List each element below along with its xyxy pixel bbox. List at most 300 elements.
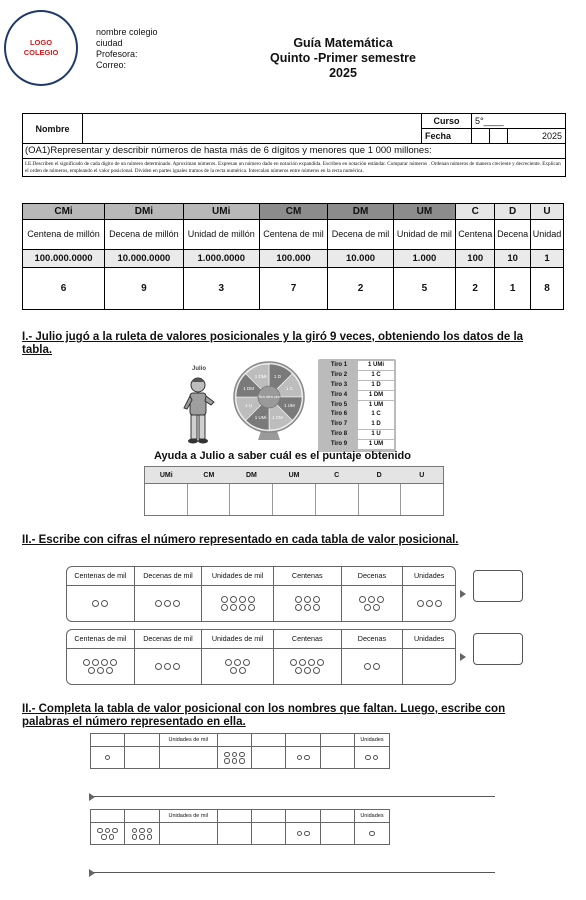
throw-label: Tiro 3: [330, 381, 348, 388]
counter-dot: [101, 600, 108, 607]
counter-dot: [112, 828, 118, 834]
table-column-header: Unidades: [355, 810, 389, 823]
table-column: [160, 810, 218, 844]
chart-column: [274, 630, 342, 684]
dot-row: [364, 604, 380, 611]
counter-dot: [248, 596, 255, 603]
pv-names-cm: Centena de mil: [259, 220, 328, 250]
pv-vals-d: 10: [495, 250, 531, 268]
pv-digits-d: 1: [495, 268, 531, 310]
wheel-segment-label: 1 UM: [283, 402, 295, 408]
throw-value: 1 C: [358, 371, 394, 380]
counter-dot: [132, 828, 138, 834]
table-column-header-blank[interactable]: [286, 734, 319, 747]
counter-dot: [364, 663, 371, 670]
dot-row: [297, 831, 310, 837]
answer-header-d: D: [376, 472, 382, 479]
answer-cell-d[interactable]: [359, 484, 402, 515]
counter-dot: [248, 604, 255, 611]
dot-row: [225, 659, 250, 666]
counter-dot: [304, 755, 310, 761]
counter-dot: [373, 604, 380, 611]
counter-dots: [224, 752, 245, 764]
throw-value: 1 DM: [358, 391, 394, 400]
chart-column-header: Centenas de mil: [67, 567, 134, 586]
table-column-cell: [125, 823, 158, 844]
throw-row: [320, 410, 394, 419]
dot-row: [221, 596, 255, 603]
throw-label: Tiro 5: [330, 401, 348, 408]
dot-row: [101, 834, 114, 840]
wheel-segment-label: 1 U: [245, 402, 253, 408]
chart-column-cell: [202, 649, 273, 684]
place-value-chart-1: [66, 566, 456, 622]
counter-dot: [221, 596, 228, 603]
wheel-segment-label: 1 UMi: [254, 414, 267, 420]
throw-label: Tiro 1: [330, 362, 348, 368]
counter-dot: [97, 667, 104, 674]
table-column: [355, 810, 389, 844]
counter-dot: [101, 834, 107, 840]
counter-dot: [139, 828, 145, 834]
counter-dot: [173, 663, 180, 670]
pv-digits-dmi: 9: [105, 268, 184, 310]
title-line-2: Quinto -Primer semestre: [270, 51, 416, 65]
table-column-cell: [218, 747, 251, 768]
dot-row: [88, 667, 113, 674]
table-column-cell: [218, 823, 251, 844]
answer-header-u: U: [419, 472, 425, 479]
counter-dots: [83, 659, 117, 674]
pv-heads-umi: UMi: [183, 204, 259, 220]
counter-dot: [105, 755, 111, 761]
dot-row: [290, 659, 324, 666]
chart-column-cell: [274, 586, 341, 621]
pv-names-cmi: Centena de millón: [23, 220, 105, 250]
counter-dot: [308, 659, 315, 666]
pv-vals-cm: 100.000: [259, 250, 328, 268]
table-column: [355, 734, 389, 768]
dot-row: [155, 663, 180, 670]
table-column: [125, 734, 159, 768]
counter-dot: [304, 604, 311, 611]
counter-dot: [239, 596, 246, 603]
answer-box-1[interactable]: [473, 570, 523, 602]
throw-value: 1 UMi: [358, 361, 394, 370]
counter-dot: [101, 659, 108, 666]
table-column-header: Unidades: [355, 734, 389, 747]
table-column-header-blank[interactable]: [125, 734, 158, 747]
table-column: [286, 810, 320, 844]
dot-row: [295, 596, 320, 603]
counter-dot: [313, 667, 320, 674]
place-value-table-2: [90, 809, 390, 845]
table-column: [160, 734, 218, 768]
chart-column-header: Unidades: [403, 567, 455, 586]
pv-digits-cmi: 6: [23, 268, 105, 310]
counter-dot: [435, 600, 442, 607]
counter-dot: [225, 659, 232, 666]
counter-dot: [426, 600, 433, 607]
arrow-icon: [460, 653, 466, 661]
counter-dot: [239, 667, 246, 674]
place-value-chart-2: [66, 629, 456, 685]
chart-column: [67, 630, 135, 684]
counter-dots: [105, 755, 111, 761]
table-column: [91, 734, 125, 768]
counter-dot: [313, 604, 320, 611]
table-column-header-blank[interactable]: [125, 810, 158, 823]
pv-digits-dm: 2: [328, 268, 393, 310]
table-column-cell: [252, 823, 285, 844]
table-column-header-blank[interactable]: [321, 734, 354, 747]
dot-row: [92, 600, 108, 607]
dot-row: [230, 667, 246, 674]
wheel-segment-label: 1 DM: [243, 386, 255, 392]
table-column-header-blank[interactable]: [321, 810, 354, 823]
counter-dot: [417, 600, 424, 607]
counter-dots: [132, 828, 153, 840]
chart-column: [342, 630, 404, 684]
wheel-segment-label: 1 DMi: [254, 374, 267, 380]
chart-column-header: Decenas de mil: [135, 630, 202, 649]
counter-dot: [230, 667, 237, 674]
table-column-cell: [160, 823, 217, 844]
table-column-header-blank[interactable]: [252, 810, 285, 823]
answer-line-1[interactable]: [90, 796, 495, 797]
school-logo: [4, 10, 78, 86]
table-column: [91, 810, 125, 844]
counter-dots: [359, 596, 384, 611]
counter-dot: [88, 667, 95, 674]
counter-dot: [132, 834, 138, 840]
student-header-box: [22, 113, 566, 177]
name-field[interactable]: [83, 114, 422, 143]
throw-row: [320, 440, 394, 449]
table-column: [125, 810, 159, 844]
counter-dots: [225, 659, 250, 674]
throw-row: [320, 401, 394, 410]
question-1-prompt: I.- Julio jugó a la ruleta de valores posicionales y la giró 9 veces, obteniendo los datos de la tabla.: [22, 331, 524, 356]
dot-row: [369, 831, 375, 837]
pv-names-umi: Unidad de millón: [183, 220, 259, 250]
table-column-header-blank[interactable]: [252, 734, 285, 747]
table-column-cell: [355, 823, 389, 844]
dot-row: [295, 604, 320, 611]
table-column-header-blank[interactable]: [218, 734, 251, 747]
pv-names-dmi: Decena de millón: [105, 220, 184, 250]
counter-dot: [295, 667, 302, 674]
logo-text-2: COLEGIO: [23, 48, 59, 57]
throw-row: [320, 381, 394, 390]
counter-dot: [83, 659, 90, 666]
table-column-header-blank[interactable]: [286, 810, 319, 823]
dot-row: [297, 755, 310, 761]
pv-names-dm: Decena de mil: [328, 220, 393, 250]
pv-digits-um: 5: [393, 268, 456, 310]
chart-column: [342, 567, 404, 621]
answer-table: [144, 466, 444, 516]
table-column-header-blank[interactable]: [218, 810, 251, 823]
pv-vals-c: 100: [456, 250, 495, 268]
logo-text-1: LOGO: [29, 38, 53, 47]
counter-dot: [304, 831, 310, 837]
counter-dot: [92, 659, 99, 666]
counter-dots: [297, 831, 310, 837]
chart-column-cell: [342, 586, 403, 621]
counter-dots: [155, 663, 180, 670]
counter-dot: [304, 667, 311, 674]
table-column: [321, 734, 355, 768]
dot-row: [83, 659, 117, 666]
answer-header-cm: CM: [203, 472, 215, 479]
counter-dots: [221, 596, 255, 611]
counter-dot: [239, 758, 245, 764]
pv-digits-c: 2: [456, 268, 495, 310]
throw-row: [320, 430, 394, 439]
fecha-year: 2025: [541, 131, 562, 141]
counter-dot: [147, 828, 153, 834]
table-column: [252, 734, 286, 768]
counter-dots: [97, 828, 118, 840]
answer-header-c: C: [334, 472, 340, 479]
counter-dot: [110, 659, 117, 666]
counter-dots: [297, 755, 310, 761]
answer-box-2[interactable]: [473, 633, 523, 665]
answer-cell-cm[interactable]: [188, 484, 231, 515]
table-column: [321, 810, 355, 844]
answer-cell-u[interactable]: [401, 484, 443, 515]
pv-heads-c: C: [456, 204, 495, 220]
julio-label: Julio: [192, 366, 207, 372]
pv-vals-u: 1: [530, 250, 563, 268]
chart-column: [202, 567, 274, 621]
throw-label: Tiro 7: [330, 421, 348, 428]
chart-column: [403, 567, 455, 621]
counter-dots: [92, 600, 108, 607]
pv-heads-d: D: [495, 204, 531, 220]
title-line-1: Guía Matemática: [293, 36, 393, 50]
counter-dots: [364, 663, 380, 670]
curso-field[interactable]: 5°____: [475, 116, 504, 126]
chart-column-cell: [403, 649, 455, 684]
counter-dot: [317, 659, 324, 666]
counter-dot: [147, 834, 153, 840]
chart-column: [403, 630, 455, 684]
counter-dot: [239, 752, 245, 758]
arrow-icon: [89, 793, 95, 801]
table-column-header-blank[interactable]: [91, 734, 124, 747]
place-value-table-1: [90, 733, 390, 769]
answer-cell-c[interactable]: [316, 484, 359, 515]
counter-dot: [297, 831, 303, 837]
counter-dot: [230, 604, 237, 611]
pv-vals-cmi: 100.000.0000: [23, 250, 105, 268]
counter-dot: [313, 596, 320, 603]
counter-dots: [417, 600, 442, 607]
counter-dot: [164, 663, 171, 670]
counter-dot: [105, 828, 111, 834]
dot-row: [132, 828, 153, 834]
counter-dot: [364, 604, 371, 611]
chart-column-cell: [403, 586, 455, 621]
answer-cell-dm[interactable]: [230, 484, 273, 515]
counter-dot: [373, 755, 379, 761]
chart-column-header: Centenas de mil: [67, 630, 134, 649]
pv-heads-cmi: CMi: [23, 204, 105, 220]
dot-row: [417, 600, 442, 607]
table-column-cell: [286, 823, 319, 844]
counter-dot: [109, 834, 115, 840]
table-column-header: Unidades de mil: [160, 734, 217, 747]
throw-label: Tiro 6: [330, 411, 348, 418]
chart-column-cell: [135, 586, 202, 621]
chart-column-cell: [342, 649, 403, 684]
objective-title: (OA1)Representar y describir números de hasta más de 6 dígitos y menores que 1 000 millones:: [23, 144, 565, 159]
table-column: [252, 810, 286, 844]
wheel-center-text: Tira otra vez: [257, 394, 281, 399]
pv-digits-umi: 3: [183, 268, 259, 310]
answer-cell-um[interactable]: [273, 484, 316, 515]
table-column-cell: [321, 823, 354, 844]
dot-row: [295, 667, 320, 674]
counter-dot: [295, 596, 302, 603]
chart-column-header: Unidades: [403, 630, 455, 649]
counter-dot: [97, 828, 103, 834]
table-column: [218, 734, 252, 768]
throw-label: Tiro 9: [330, 441, 348, 447]
counter-dot: [369, 831, 375, 837]
arrow-icon: [89, 869, 95, 877]
arrow-icon: [460, 590, 466, 598]
dot-row: [221, 604, 255, 611]
pv-vals-dmi: 10.000.0000: [105, 250, 184, 268]
title-line-3: 2025: [329, 66, 357, 80]
fecha-label: Fecha: [422, 129, 472, 143]
dot-row: [224, 752, 245, 758]
table-column-cell: [91, 823, 124, 844]
counter-dots: [290, 659, 324, 674]
dot-row: [365, 755, 378, 761]
throw-row: [320, 361, 394, 370]
counter-dots: [295, 596, 320, 611]
counter-dot: [299, 659, 306, 666]
table-column-cell: [355, 747, 389, 768]
counter-dots: [369, 831, 375, 837]
fecha-month-field[interactable]: [490, 129, 508, 143]
counter-dot: [92, 600, 99, 607]
counter-dot: [139, 834, 145, 840]
counter-dot: [373, 663, 380, 670]
place-value-table: [22, 203, 564, 310]
throw-label: Tiro 4: [330, 391, 348, 398]
chart-column-header: Decenas de mil: [135, 567, 202, 586]
counter-dot: [297, 755, 303, 761]
chart-column-cell: [274, 649, 341, 684]
dot-row: [132, 834, 153, 840]
pv-heads-cm: CM: [259, 204, 328, 220]
fecha-day-field[interactable]: [472, 129, 490, 143]
wheel-segment-label: 1 D: [273, 374, 281, 380]
dot-row: [105, 755, 111, 761]
chart-column: [202, 630, 274, 684]
counter-dot: [221, 604, 228, 611]
objective-description: I.E.Describen el significado de cada dígito de un número determinado. Aproximan números. Expresan un número dado en notación expandida. Escriben en notación estándar. Comparar números . Ordenan números de manera creciente y decreciente. Explican el orden de números, empleando el valor posicional. Dividen en partes iguales tramos de la recta numérica. Intercalan números entre números en la recta numérica.: [25, 161, 561, 174]
school-name: nombre colegio: [96, 27, 158, 37]
pv-heads-um: UM: [393, 204, 456, 220]
counter-dot: [232, 758, 238, 764]
wheel-segment-label: 1 C: [285, 386, 293, 392]
counter-dot: [164, 600, 171, 607]
throw-value: 1 D: [358, 420, 394, 429]
answer-header-umi: UMi: [159, 472, 173, 479]
chart-column-header: Decenas: [342, 630, 403, 649]
counter-dot: [359, 596, 366, 603]
counter-dot: [224, 758, 230, 764]
table-column-cell: [125, 747, 158, 768]
throw-row: [320, 420, 394, 429]
counter-dot: [368, 596, 375, 603]
answer-line-2[interactable]: [90, 872, 495, 873]
counter-dot: [365, 755, 371, 761]
pv-names-um: Unidad de mil: [393, 220, 456, 250]
chart-column: [274, 567, 342, 621]
teacher-label: Profesora:: [96, 49, 138, 59]
counter-dot: [304, 596, 311, 603]
answer-cell-umi[interactable]: [145, 484, 188, 515]
counter-dot: [290, 659, 297, 666]
chart-column: [67, 567, 135, 621]
answer-header-um: UM: [288, 472, 300, 479]
chart-column-header: Centenas: [274, 630, 341, 649]
answer-header-dm: DM: [246, 472, 257, 479]
pv-names-u: Unidad: [530, 220, 563, 250]
pv-heads-dmi: DMi: [105, 204, 184, 220]
name-label: Nombre: [23, 114, 83, 143]
chart-column-cell: [135, 649, 202, 684]
curso-label: Curso: [422, 114, 472, 128]
table-column-header: Unidades de mil: [160, 810, 217, 823]
throw-label: Tiro 2: [330, 371, 348, 378]
place-value-wheel: [232, 360, 306, 440]
pv-digits-cm: 7: [259, 268, 328, 310]
chart-column-header: Decenas: [342, 567, 403, 586]
counter-dot: [155, 600, 162, 607]
school-info: [96, 27, 158, 71]
question-3-prompt: II.- Completa la tabla de valor posicional con los nombres que faltan. Luego, escribe con palabras el número representado en ella.: [22, 703, 506, 728]
dot-row: [97, 828, 118, 834]
throw-row: [320, 391, 394, 400]
counter-dot: [224, 752, 230, 758]
pv-digits-u: 8: [530, 268, 563, 310]
chart-column-header: Centenas: [274, 567, 341, 586]
table-column-cell: [252, 747, 285, 768]
counter-dot: [173, 600, 180, 607]
page-title: [268, 36, 418, 81]
table-column-cell: [321, 747, 354, 768]
chart-column: [135, 630, 203, 684]
table-column-cell: [160, 747, 217, 768]
table-column-header-blank[interactable]: [91, 810, 124, 823]
counter-dot: [243, 659, 250, 666]
chart-column-header: Unidades de mil: [202, 630, 273, 649]
chart-column-cell: [67, 649, 134, 684]
throw-value: 1 D: [358, 381, 394, 390]
pv-vals-umi: 1.000.0000: [183, 250, 259, 268]
chart-column-header: Unidades de mil: [202, 567, 273, 586]
throw-value: 1 UM: [358, 401, 394, 410]
dot-row: [224, 758, 245, 764]
